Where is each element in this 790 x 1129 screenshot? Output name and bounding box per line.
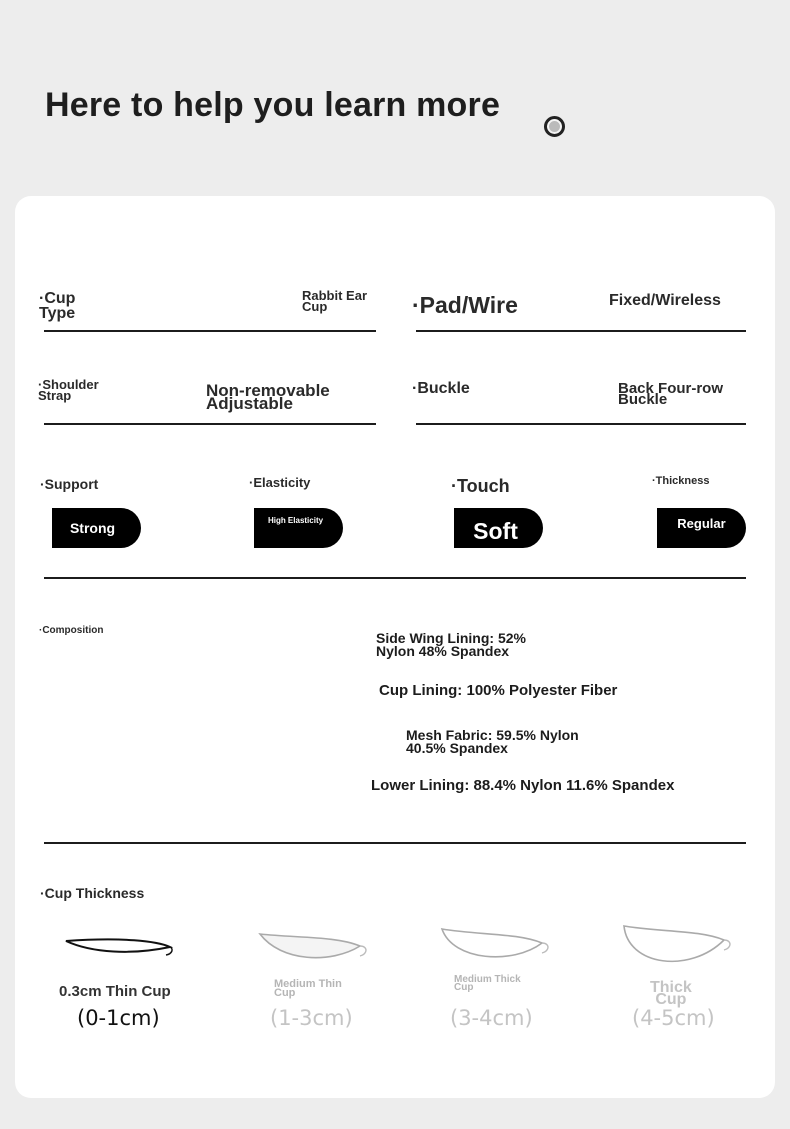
medium-thick-cup-icon bbox=[438, 923, 553, 968]
cup-type-label: ·Cup Type bbox=[39, 290, 76, 322]
pad-wire-value: Fixed/Wireless bbox=[609, 292, 721, 309]
pad-wire-label: ·Pad/Wire bbox=[412, 292, 518, 318]
divider bbox=[416, 423, 746, 425]
buckle-value: Back Four-row Buckle bbox=[618, 380, 724, 408]
cup-option-name: Thick Cup bbox=[650, 979, 692, 1008]
divider bbox=[416, 330, 746, 332]
divider bbox=[44, 577, 746, 579]
cup-option-name: Medium Thick Cup bbox=[454, 974, 521, 993]
page-title: Here to help you learn more bbox=[45, 86, 501, 124]
thin-cup-icon bbox=[62, 933, 182, 963]
elasticity-badge: High Elasticity bbox=[254, 508, 343, 548]
touch-label: ·Touch bbox=[451, 476, 510, 496]
thickness-label: ·Thickness bbox=[652, 475, 710, 487]
composition-item: Cup Lining: 100% Polyester Fiber bbox=[379, 682, 618, 699]
cup-thickness-label: ·Cup Thickness bbox=[40, 885, 145, 901]
touch-badge: Soft bbox=[454, 508, 543, 548]
buckle-label: ·Buckle bbox=[412, 380, 470, 397]
elasticity-label: ·Elasticity bbox=[249, 475, 311, 490]
cup-option-range: (3-4cm) bbox=[450, 1006, 533, 1030]
title-dot-icon bbox=[544, 116, 565, 137]
composition-label: ·Composition bbox=[39, 625, 104, 636]
support-label: ·Support bbox=[40, 476, 99, 492]
shoulder-strap-label: ·Shoulder Strap bbox=[38, 377, 99, 403]
cup-type-value: Rabbit Ear Cup bbox=[302, 288, 368, 314]
divider bbox=[44, 330, 376, 332]
divider bbox=[44, 423, 376, 425]
support-badge: Strong bbox=[52, 508, 141, 548]
cup-option-range: (0-1cm) bbox=[77, 1006, 160, 1030]
thick-cup-icon bbox=[620, 918, 735, 973]
cup-option-name: Medium Thin Cup bbox=[274, 978, 342, 999]
composition-item: Mesh Fabric: 59.5% Nylon 40.5% Spandex bbox=[406, 727, 579, 756]
divider bbox=[44, 842, 746, 844]
thickness-badge: Regular bbox=[657, 508, 746, 548]
cup-option-range: (4-5cm) bbox=[632, 1006, 715, 1030]
shoulder-strap-value: Non-removable Adjustable bbox=[206, 381, 330, 413]
composition-item: Side Wing Lining: 52% Nylon 48% Spandex bbox=[376, 630, 526, 659]
medium-thin-cup-icon bbox=[256, 928, 371, 968]
cup-option-range: (1-3cm) bbox=[270, 1006, 353, 1030]
cup-option-name: 0.3cm Thin Cup bbox=[59, 983, 171, 1000]
composition-item: Lower Lining: 88.4% Nylon 11.6% Spandex bbox=[371, 777, 675, 794]
